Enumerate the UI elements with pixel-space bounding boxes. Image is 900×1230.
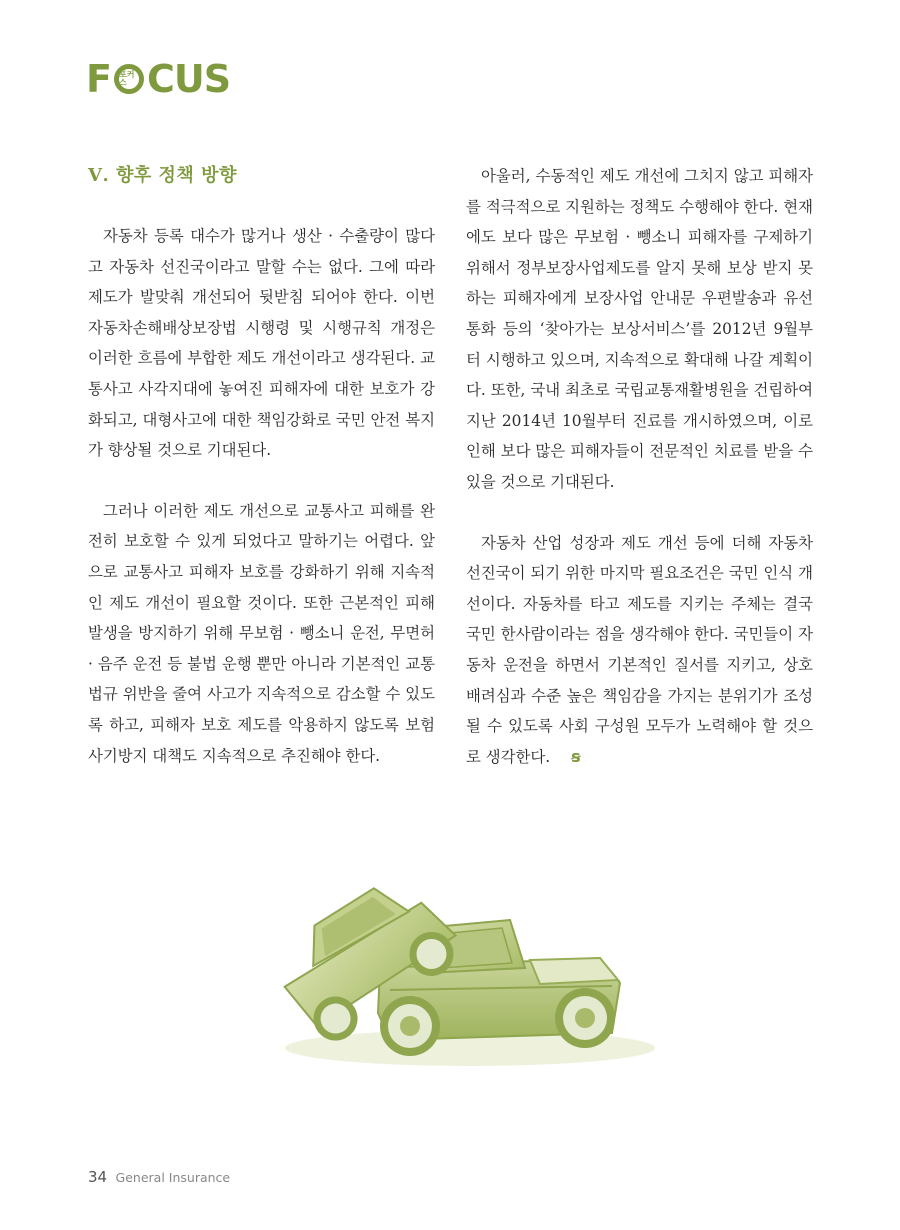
page-number: 34 — [88, 1168, 108, 1186]
right-column — [466, 161, 813, 773]
right-paragraph-2-wrap — [466, 528, 813, 773]
left-column — [88, 161, 435, 771]
toy-cars-collision-image — [240, 808, 660, 1094]
toy-cars-illustration — [240, 808, 660, 1094]
right-paragraph-2: 자동차 산업 성장과 제도 개선 등에 더해 자동차 선진국이 되기 위한 마지막 필요조건은 국민 인식 개선이다. 자동차를 타고 제도를 지키는 주체는 결국 국민 한사람이라는 점을 생각해야 한다. 국민들이 자동차 운전을 하면서 기본적인 질서를 지키고, 상호 배려심과 수준 높은 책임감을 가지는 분위기가 조성될 수 있도록 사회 구성원 모두가 노력해야 할 것으로 생각한다. — [466, 533, 813, 766]
page-footer — [88, 1168, 230, 1186]
right-paragraph-1: 아울러, 수동적인 제도 개선에 그치지 않고 피해자를 적극적으로 지원하는 정책도 수행해야 한다. 현재에도 보다 많은 무보험 · 뺑소니 피해자를 구제하기 위해서 정부보장사업제도를 알지 못해 보상 받지 못하는 피해자에게 보장사업 안내문 우편발송과 유선통화 등의 ‘찾아가는 보상서비스’를 2012년 9월부터 시행하고 있으며, 지속적으로 확대해 나갈 계획이다. 또한, 국내 최초로 국립교통재활병원을 건립하여 지난 2014년 10월부터 진료를 개시하였으며, 이로 인해 보다 많은 피해자들이 전문적인 치료를 받을 수 있을 것으로 기대된다. — [466, 167, 813, 491]
left-paragraph-1: 자동차 등록 대수가 많거나 생산 · 수출량이 많다고 자동차 선진국이라고 말할 수는 없다. 그에 따라 제도가 발맞춰 개선되어 뒷받침 되어야 한다. 이번 자동차손해배상보장법 시행령 및 시행규칙 개정은 이러한 흐름에 부합한 제도 개선이라고 생각된다. 교통사고 사각지대에 놓여진 피해자에 대한 보호가 강화되고, 대형사고에 대한 책임강화로 국민 안전 복지가 향상될 것으로 기대된다. — [88, 227, 435, 460]
logo-inner-text: 포커스 — [118, 70, 135, 87]
logo-o-ring — [114, 64, 144, 94]
focus-logo — [86, 57, 231, 101]
left-paragraph-2: 그러나 이러한 제도 개선으로 교통사고 피해를 완전히 보호할 수 있게 되었다고 말하기는 어렵다. 앞으로 교통사고 피해자 보호를 강화하기 위해 지속적인 제도 개선이 필요할 것이다. 또한 근본적인 피해 발생을 방지하기 위해 무보험 · 뺑소니 운전, 무면허 · 음주 운전 등 불법 운행 뿐만 아니라 기본적인 교통법규 위반을 줄여 사고가 지속적으로 감소할 수 있도록 하고, 피해자 보호 제도를 악용하지 않도록 보험사기방지 대책도 지속적으로 추진해야 한다. — [88, 501, 435, 765]
section-heading: Ⅴ. 향후 정책 방향 — [88, 165, 237, 186]
magazine-title: General Insurance — [115, 1170, 231, 1185]
logo-letters-cus: CUS — [146, 57, 231, 101]
end-mark-icon: ꞩ — [571, 747, 581, 767]
logo-letter-f: F — [86, 57, 111, 101]
